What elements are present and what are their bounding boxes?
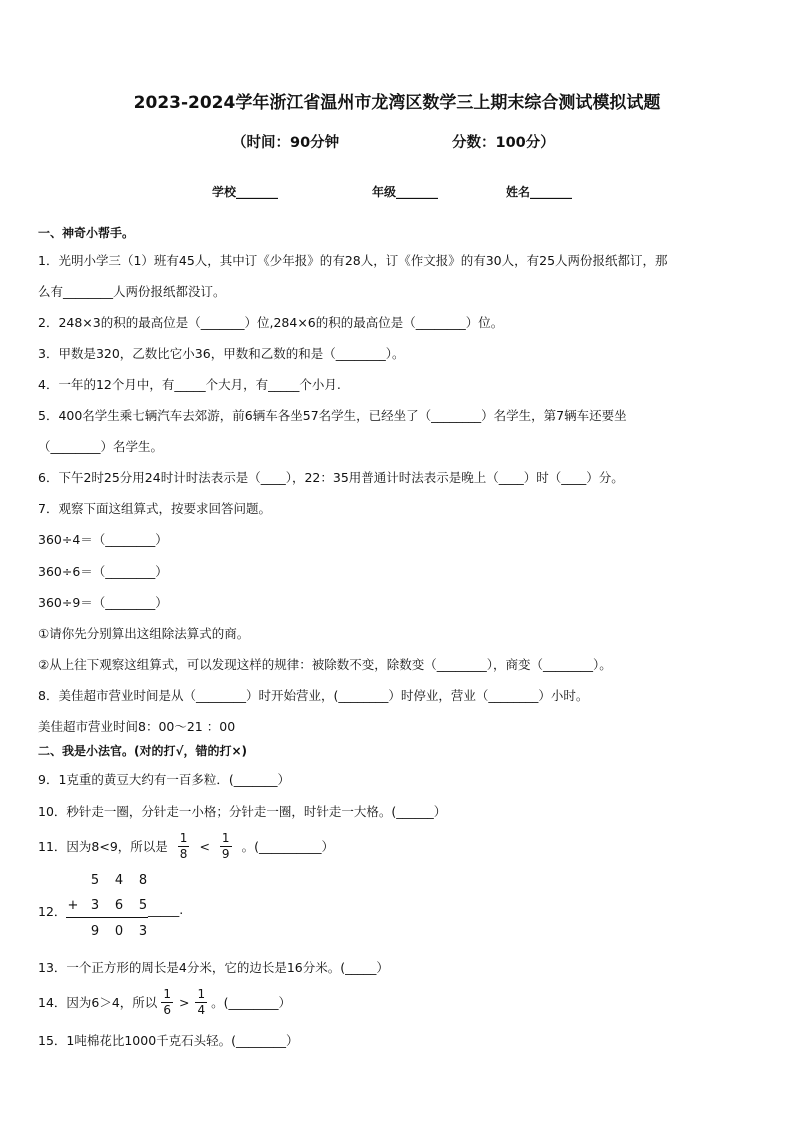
question-2: 2．248×3的积的最高位是（_______）位,284×6的积的最高位是（________）位。 — [38, 315, 504, 330]
digit: 6 — [114, 898, 124, 913]
digit: 3 — [90, 898, 100, 913]
question-7: 7．观察下面这组算式，按要求回答问题。 — [38, 501, 271, 516]
fraction-numerator: 1 — [197, 986, 206, 1001]
q8-note: 美佳超市营业时间8：00～21 ：00 — [38, 719, 236, 734]
fraction-numerator: 1 — [179, 830, 188, 845]
page-title: 2023-2024学年浙江省温州市龙湾区数学三上期末综合测试模拟试题 — [133, 93, 661, 113]
question-11 — [38, 828, 334, 864]
digit: 4 — [114, 873, 124, 888]
question-9: 9．1克重的黄豆大约有一百多粒．(_______） — [38, 772, 291, 787]
q14-prefix: 14．因为6＞4，所以 — [38, 995, 158, 1010]
name-field: 姓名_______ — [506, 185, 573, 199]
fraction — [178, 831, 190, 862]
fraction-denominator: 6 — [163, 1002, 171, 1017]
q7-part-2: ②从上往下观察这组算式，可以发现这样的规律：被除数不变，除数变（________），商变（________）。 — [38, 657, 612, 672]
question-10: 10．秒针走一圈，分针走一小格；分针走一圈，时针走一大格。(______） — [38, 804, 447, 819]
school-field: 学校_______ — [212, 185, 279, 199]
q14-operator: > — [178, 994, 190, 1010]
digit: 5 — [138, 898, 148, 913]
fraction-denominator: 8 — [179, 846, 188, 861]
question-6: 6．下午2时25分用24时计时法表示是（____），22：35用普通计时法表示是晚上（____）时（____）分。 — [38, 470, 624, 485]
fraction-denominator: 4 — [197, 1002, 206, 1017]
fraction — [161, 987, 173, 1018]
question-8: 8．美佳超市营业时间是从（________）时开始营业，(________）时停业，营业（________）小时。 — [38, 688, 589, 703]
q11-operator: < — [199, 838, 210, 854]
q14-suffix: 。(________） — [211, 995, 291, 1010]
question-5-cont: （________）名学生。 — [38, 439, 164, 454]
fraction-numerator: 1 — [221, 830, 230, 845]
sum-line — [66, 917, 148, 918]
q7-part-1: ①请你先分别算出这组除法算式的商。 — [38, 626, 250, 641]
plus-sign: + — [67, 898, 79, 913]
digit: 3 — [138, 924, 148, 939]
fraction-numerator: 1 — [163, 986, 171, 1001]
exam-time: （时间：90分钟 — [232, 135, 340, 151]
question-14 — [38, 984, 291, 1020]
digit: 5 — [90, 873, 100, 888]
section-heading: 二、我是小法官。(对的打√，错的打×) — [38, 744, 248, 758]
q11-suffix: 。(__________） — [241, 839, 334, 854]
fraction — [220, 831, 232, 862]
section-heading: 一、神奇小帮手。 — [38, 226, 135, 240]
question-3: 3．甲数是320，乙数比它小36，甲数和乙数的和是（________）。 — [38, 346, 405, 361]
question-15: 15．1吨棉花比1000千克石头轻。(________） — [38, 1033, 299, 1048]
question-4: 4．一年的12个月中，有_____个大月，有_____个小月. — [38, 377, 341, 392]
q7-equation: 360÷4＝（________） — [38, 532, 168, 547]
question-12-label: 12． — [38, 904, 67, 919]
answer-blank: _____. — [148, 902, 184, 917]
q11-prefix: 11．因为8<9，所以是 — [38, 839, 168, 854]
q7-equation: 360÷6＝（________） — [38, 564, 168, 579]
digit: 9 — [90, 924, 100, 939]
question-13: 13．一个正方形的周长是4分米，它的边长是16分米。(_____） — [38, 960, 389, 975]
question-1: 1．光明小学三（1）班有45人，其中订《少年报》的有28人，订《作文报》的有30人，有25人两份报纸都订，那 — [38, 253, 668, 268]
question-5: 5．400名学生乘七辆汽车去郊游，前6辆车各坐57名学生，已经坐了（________）名学生，第7辆车还要坐 — [38, 408, 627, 423]
question-1-cont: 么有________人两份报纸都没订。 — [38, 284, 226, 299]
fraction — [195, 987, 207, 1018]
digit: 8 — [138, 873, 148, 888]
grade-field: 年级_______ — [372, 185, 439, 199]
q7-equation: 360÷9＝（________） — [38, 595, 168, 610]
fraction-denominator: 9 — [221, 846, 230, 861]
digit: 0 — [114, 924, 124, 939]
exam-score: 分数：100分） — [452, 135, 555, 151]
